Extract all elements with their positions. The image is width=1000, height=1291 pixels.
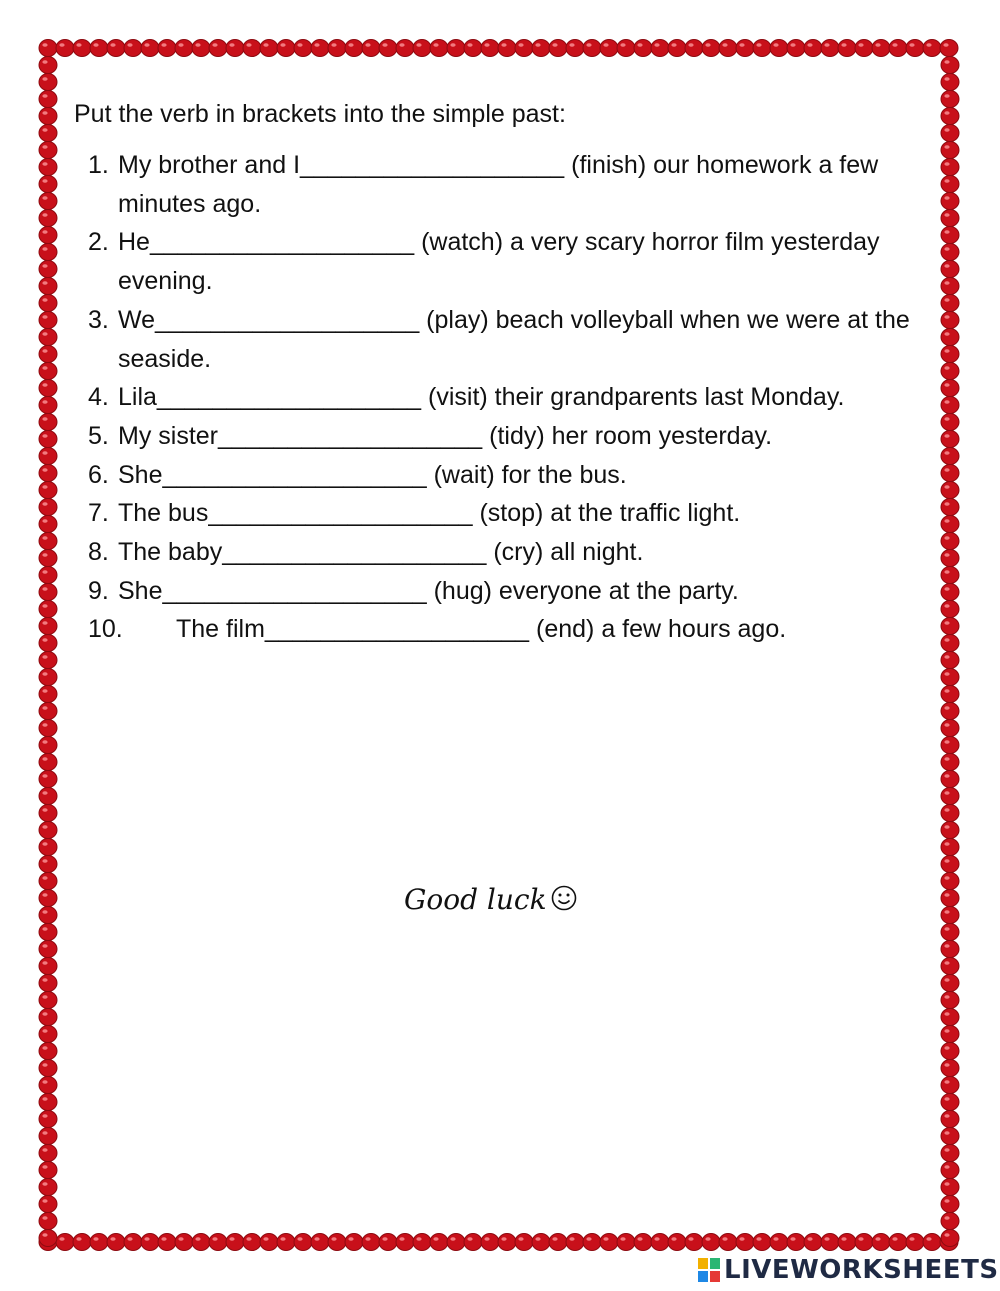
apple-border-icon <box>311 1234 329 1251</box>
apple-border-icon <box>600 40 618 57</box>
apple-border-icon <box>447 40 465 57</box>
apple-border-icon <box>941 193 959 210</box>
apple-border-icon <box>941 125 959 142</box>
apple-border-icon <box>941 1230 959 1247</box>
apple-border-icon <box>940 1234 958 1251</box>
apple-border-icon <box>941 431 959 448</box>
apple-border-icon <box>39 788 57 805</box>
apple-border-icon <box>787 40 805 57</box>
apple-border-icon <box>39 278 57 295</box>
apple-border-icon <box>39 856 57 873</box>
apple-border-icon <box>941 567 959 584</box>
exercise-text: The baby___________________ (cry) all night. <box>118 538 644 567</box>
apple-border-icon <box>39 261 57 278</box>
apple-border-icon <box>39 482 57 499</box>
exercise-item <box>88 301 918 378</box>
apple-border-icon <box>906 40 924 57</box>
apple-border-icon <box>941 924 959 941</box>
apple-border-icon <box>39 924 57 941</box>
apple-border-icon <box>345 40 363 57</box>
apple-border-icon <box>56 40 74 57</box>
apple-border-icon <box>668 1234 686 1251</box>
apple-border-icon <box>260 40 278 57</box>
exercise-item <box>88 378 918 417</box>
exercise-item <box>88 223 918 300</box>
apple-border-icon <box>226 40 244 57</box>
apple-border-icon <box>941 295 959 312</box>
apple-border-icon <box>941 57 959 74</box>
apple-border-icon <box>39 1234 57 1251</box>
apple-border-icon <box>107 40 125 57</box>
apple-border-icon <box>39 754 57 771</box>
apple-border-icon <box>39 176 57 193</box>
apple-border-icon <box>39 601 57 618</box>
apple-border-icon <box>124 1234 142 1251</box>
apple-border-icon <box>566 1234 584 1251</box>
exercise-number: 1. <box>88 151 109 179</box>
apple-border-icon <box>838 1234 856 1251</box>
apple-border-icon <box>39 635 57 652</box>
apple-border-icon <box>39 686 57 703</box>
exercise-number: 5. <box>88 421 109 450</box>
instruction-text: Put the verb in brackets into the simple past: <box>74 100 566 128</box>
apple-border-icon <box>651 1234 669 1251</box>
exercise-item <box>88 417 918 456</box>
apple-border-icon <box>753 1234 771 1251</box>
apple-border-icon <box>413 40 431 57</box>
apple-border-icon <box>941 397 959 414</box>
apple-border-icon <box>889 40 907 57</box>
apple-border-icon <box>941 1009 959 1026</box>
apple-border-icon <box>941 839 959 856</box>
apple-border-icon <box>39 652 57 669</box>
apple-border-icon <box>39 295 57 312</box>
apple-border-icon <box>941 516 959 533</box>
apple-border-icon <box>39 822 57 839</box>
apple-border-icon <box>39 1128 57 1145</box>
apple-border-icon <box>855 1234 873 1251</box>
apple-border-icon <box>209 1234 227 1251</box>
brand-name: LIVEWORKSHEETS <box>724 1255 999 1285</box>
apple-border-icon <box>141 40 159 57</box>
apple-border-icon <box>328 1234 346 1251</box>
apple-border-icon <box>941 941 959 958</box>
apple-border-icon <box>243 1234 261 1251</box>
exercise-item <box>88 572 918 611</box>
apple-border-icon <box>941 91 959 108</box>
apple-border-icon <box>379 40 397 57</box>
apple-border-icon <box>107 1234 125 1251</box>
exercise-item <box>88 533 918 572</box>
exercise-text: She___________________ (wait) for the bus. <box>118 460 627 489</box>
apple-border-icon <box>39 193 57 210</box>
apple-border-icon <box>481 40 499 57</box>
apple-border-icon <box>294 1234 312 1251</box>
apple-border-icon <box>941 465 959 482</box>
apple-border-icon <box>821 40 839 57</box>
smiley-icon <box>551 885 577 918</box>
exercise-text: We___________________ (play) beach volleyball when we were at the seaside. <box>118 305 910 373</box>
apple-border-icon <box>243 40 261 57</box>
apple-border-icon <box>941 873 959 890</box>
apple-border-icon <box>941 312 959 329</box>
exercise-list <box>88 146 918 649</box>
apple-border-icon <box>226 1234 244 1251</box>
apple-border-icon <box>941 1179 959 1196</box>
apple-border-icon <box>362 1234 380 1251</box>
apple-border-icon <box>702 40 720 57</box>
apple-border-icon <box>941 652 959 669</box>
apple-border-icon <box>39 1179 57 1196</box>
exercise-number: 10. <box>88 615 123 644</box>
apple-border-icon <box>39 414 57 431</box>
apple-border-icon <box>719 1234 737 1251</box>
apple-border-icon <box>855 40 873 57</box>
exercise-text: The film___________________ (end) a few hours ago. <box>176 615 787 644</box>
apple-border-icon <box>39 1111 57 1128</box>
apple-border-icon <box>141 1234 159 1251</box>
exercise-item <box>88 456 918 495</box>
apple-border-icon <box>90 1234 108 1251</box>
apple-border-icon <box>39 703 57 720</box>
apple-border-icon <box>39 890 57 907</box>
apple-border-icon <box>39 1162 57 1179</box>
apple-border-icon <box>39 363 57 380</box>
apple-border-icon <box>328 40 346 57</box>
apple-border-icon <box>73 1234 91 1251</box>
apple-border-icon <box>872 1234 890 1251</box>
apple-border-icon <box>634 1234 652 1251</box>
apple-border-icon <box>941 176 959 193</box>
exercise-number: 6. <box>88 460 109 489</box>
good-luck-message <box>404 883 577 918</box>
apple-border-icon <box>941 1094 959 1111</box>
exercise-text: My sister___________________ (tidy) her room yesterday. <box>118 421 773 450</box>
apple-border-icon <box>941 278 959 295</box>
apple-border-icon <box>498 40 516 57</box>
exercise-item <box>88 146 918 223</box>
apple-border-icon <box>39 1043 57 1060</box>
apple-border-icon <box>175 40 193 57</box>
apple-border-icon <box>277 40 295 57</box>
apple-border-icon <box>39 108 57 125</box>
apple-border-icon <box>39 550 57 567</box>
apple-border-icon <box>651 40 669 57</box>
apple-border-icon <box>736 1234 754 1251</box>
apple-border-icon <box>941 737 959 754</box>
apple-border-icon <box>804 40 822 57</box>
apple-border-icon <box>39 737 57 754</box>
apple-border-icon <box>39 448 57 465</box>
apple-border-icon <box>941 771 959 788</box>
apple-border-icon <box>39 839 57 856</box>
apple-border-icon <box>39 1060 57 1077</box>
apple-border-icon <box>39 1230 57 1247</box>
apple-border-icon <box>941 329 959 346</box>
apple-border-icon <box>941 669 959 686</box>
apple-border-icon <box>941 108 959 125</box>
apple-border-icon <box>39 431 57 448</box>
apple-border-icon <box>39 312 57 329</box>
apple-border-icon <box>396 40 414 57</box>
apple-border-icon <box>39 958 57 975</box>
apple-border-icon <box>941 380 959 397</box>
apple-border-icon <box>498 1234 516 1251</box>
apple-border-icon <box>39 516 57 533</box>
apple-border-icon <box>447 1234 465 1251</box>
apple-border-icon <box>941 856 959 873</box>
apple-border-icon <box>941 74 959 91</box>
apple-border-icon <box>668 40 686 57</box>
exercise-item <box>88 494 918 533</box>
apple-border-icon <box>941 975 959 992</box>
apple-border-icon <box>175 1234 193 1251</box>
apple-border-icon <box>192 1234 210 1251</box>
exercise-number: 9. <box>88 576 109 605</box>
exercise-number: 8. <box>88 538 109 567</box>
apple-border-icon <box>889 1234 907 1251</box>
apple-border-icon <box>702 1234 720 1251</box>
apple-border-icon <box>39 669 57 686</box>
liveworksheets-logo-icon <box>698 1258 720 1282</box>
apple-border-icon <box>124 40 142 57</box>
apple-border-icon <box>39 159 57 176</box>
apple-border-icon <box>941 448 959 465</box>
apple-border-icon <box>39 533 57 550</box>
apple-border-icon <box>941 244 959 261</box>
apple-border-icon <box>940 40 958 57</box>
exercise-text: Lila___________________ (visit) their grandparents last Monday. <box>118 383 845 412</box>
apple-border-icon <box>941 142 959 159</box>
apple-border-icon <box>549 1234 567 1251</box>
apple-border-icon <box>39 380 57 397</box>
apple-border-icon <box>941 210 959 227</box>
apple-border-icon <box>941 584 959 601</box>
apple-border-icon <box>39 584 57 601</box>
apple-border-icon <box>39 805 57 822</box>
apple-border-icon <box>941 907 959 924</box>
apple-border-icon <box>941 822 959 839</box>
apple-border-icon <box>941 686 959 703</box>
apple-border-icon <box>362 40 380 57</box>
apple-border-icon <box>753 40 771 57</box>
apple-border-icon <box>941 1213 959 1230</box>
good-luck-text: Good luck <box>404 883 547 916</box>
apple-border-icon <box>39 1213 57 1230</box>
apple-border-icon <box>39 329 57 346</box>
apple-border-icon <box>941 550 959 567</box>
apple-border-icon <box>39 397 57 414</box>
apple-border-icon <box>260 1234 278 1251</box>
apple-border-icon <box>39 346 57 363</box>
apple-border-icon <box>566 40 584 57</box>
apple-border-icon <box>90 40 108 57</box>
apple-border-icon <box>821 1234 839 1251</box>
apple-border-icon <box>941 533 959 550</box>
apple-border-icon <box>39 618 57 635</box>
apple-border-icon <box>941 703 959 720</box>
exercise-text: He___________________ (watch) a very scary horror film yesterday evening. <box>118 228 880 296</box>
apple-border-icon <box>39 941 57 958</box>
apple-border-icon <box>39 74 57 91</box>
liveworksheets-brand <box>698 1256 999 1284</box>
apple-border-icon <box>515 40 533 57</box>
apple-border-icon <box>311 40 329 57</box>
apple-border-icon <box>430 40 448 57</box>
exercise-number: 7. <box>88 499 109 528</box>
apple-border-icon <box>583 1234 601 1251</box>
apple-border-icon <box>39 125 57 142</box>
apple-border-icon <box>941 720 959 737</box>
exercise-number: 3. <box>88 305 109 334</box>
apple-border-icon <box>906 1234 924 1251</box>
apple-border-icon <box>39 40 57 57</box>
apple-border-icon <box>736 40 754 57</box>
apple-border-icon <box>379 1234 397 1251</box>
apple-border-icon <box>941 601 959 618</box>
apple-border-icon <box>941 890 959 907</box>
apple-border-icon <box>787 1234 805 1251</box>
apple-border-icon <box>464 40 482 57</box>
apple-border-icon <box>345 1234 363 1251</box>
apple-border-icon <box>549 40 567 57</box>
exercise-text: The bus___________________ (stop) at the traffic light. <box>118 499 741 528</box>
apple-border-icon <box>941 992 959 1009</box>
apple-border-icon <box>941 1145 959 1162</box>
apple-border-icon <box>941 159 959 176</box>
apple-border-icon <box>158 1234 176 1251</box>
apple-border-icon <box>532 1234 550 1251</box>
apple-border-icon <box>941 754 959 771</box>
apple-border-icon <box>941 788 959 805</box>
apple-border-icon <box>464 1234 482 1251</box>
apple-border-icon <box>39 91 57 108</box>
apple-border-icon <box>685 40 703 57</box>
apple-border-icon <box>617 1234 635 1251</box>
apple-border-icon <box>73 40 91 57</box>
apple-border-icon <box>209 40 227 57</box>
apple-border-icon <box>600 1234 618 1251</box>
apple-border-icon <box>39 1026 57 1043</box>
apple-border-icon <box>39 720 57 737</box>
exercise-number: 4. <box>88 383 109 412</box>
exercise-text: She___________________ (hug) everyone at the party. <box>118 576 739 605</box>
apple-border-icon <box>39 992 57 1009</box>
apple-border-icon <box>583 40 601 57</box>
exercise-number: 2. <box>88 228 109 257</box>
apple-border-icon <box>396 1234 414 1251</box>
exercise-text: My brother and I___________________ (finish) our homework a few minutes ago. <box>118 151 879 218</box>
apple-border-icon <box>941 1060 959 1077</box>
apple-border-icon <box>941 482 959 499</box>
apple-border-icon <box>158 40 176 57</box>
apple-border-icon <box>941 635 959 652</box>
apple-border-icon <box>941 1128 959 1145</box>
apple-border-icon <box>941 1196 959 1213</box>
apple-border-icon <box>39 499 57 516</box>
apple-border-icon <box>39 210 57 227</box>
apple-border-icon <box>39 873 57 890</box>
apple-border-icon <box>923 40 941 57</box>
apple-border-icon <box>56 1234 74 1251</box>
apple-border-icon <box>430 1234 448 1251</box>
apple-border-icon <box>413 1234 431 1251</box>
apple-border-icon <box>39 975 57 992</box>
apple-border-icon <box>39 57 57 74</box>
apple-border-icon <box>838 40 856 57</box>
apple-border-icon <box>532 40 550 57</box>
exercise-item <box>88 610 918 649</box>
apple-border-icon <box>770 1234 788 1251</box>
apple-border-icon <box>941 1111 959 1128</box>
apple-border-icon <box>39 1077 57 1094</box>
apple-border-icon <box>634 40 652 57</box>
apple-border-icon <box>941 1162 959 1179</box>
apple-border-icon <box>941 958 959 975</box>
apple-border-icon <box>39 567 57 584</box>
apple-border-icon <box>872 40 890 57</box>
apple-border-icon <box>39 1196 57 1213</box>
apple-border-icon <box>941 227 959 244</box>
apple-border-icon <box>804 1234 822 1251</box>
apple-border-icon <box>719 40 737 57</box>
apple-border-icon <box>770 40 788 57</box>
apple-border-icon <box>941 499 959 516</box>
apple-border-icon <box>39 244 57 261</box>
apple-border-icon <box>941 261 959 278</box>
apple-border-icon <box>941 414 959 431</box>
apple-border-icon <box>685 1234 703 1251</box>
apple-border-icon <box>39 227 57 244</box>
apple-border-icon <box>941 1043 959 1060</box>
apple-border-icon <box>941 1077 959 1094</box>
apple-border-icon <box>277 1234 295 1251</box>
apple-border-icon <box>923 1234 941 1251</box>
apple-border-icon <box>941 346 959 363</box>
apple-border-icon <box>515 1234 533 1251</box>
apple-border-icon <box>941 1026 959 1043</box>
apple-border-icon <box>39 465 57 482</box>
apple-border-icon <box>39 907 57 924</box>
apple-border-icon <box>39 142 57 159</box>
apple-border-icon <box>192 40 210 57</box>
apple-border-icon <box>39 1145 57 1162</box>
apple-border-icon <box>941 618 959 635</box>
apple-border-icon <box>617 40 635 57</box>
apple-border-icon <box>481 1234 499 1251</box>
apple-border-icon <box>941 363 959 380</box>
apple-border-icon <box>39 1094 57 1111</box>
apple-border-icon <box>39 771 57 788</box>
apple-border-icon <box>294 40 312 57</box>
apple-border-icon <box>39 1009 57 1026</box>
apple-border-icon <box>941 805 959 822</box>
